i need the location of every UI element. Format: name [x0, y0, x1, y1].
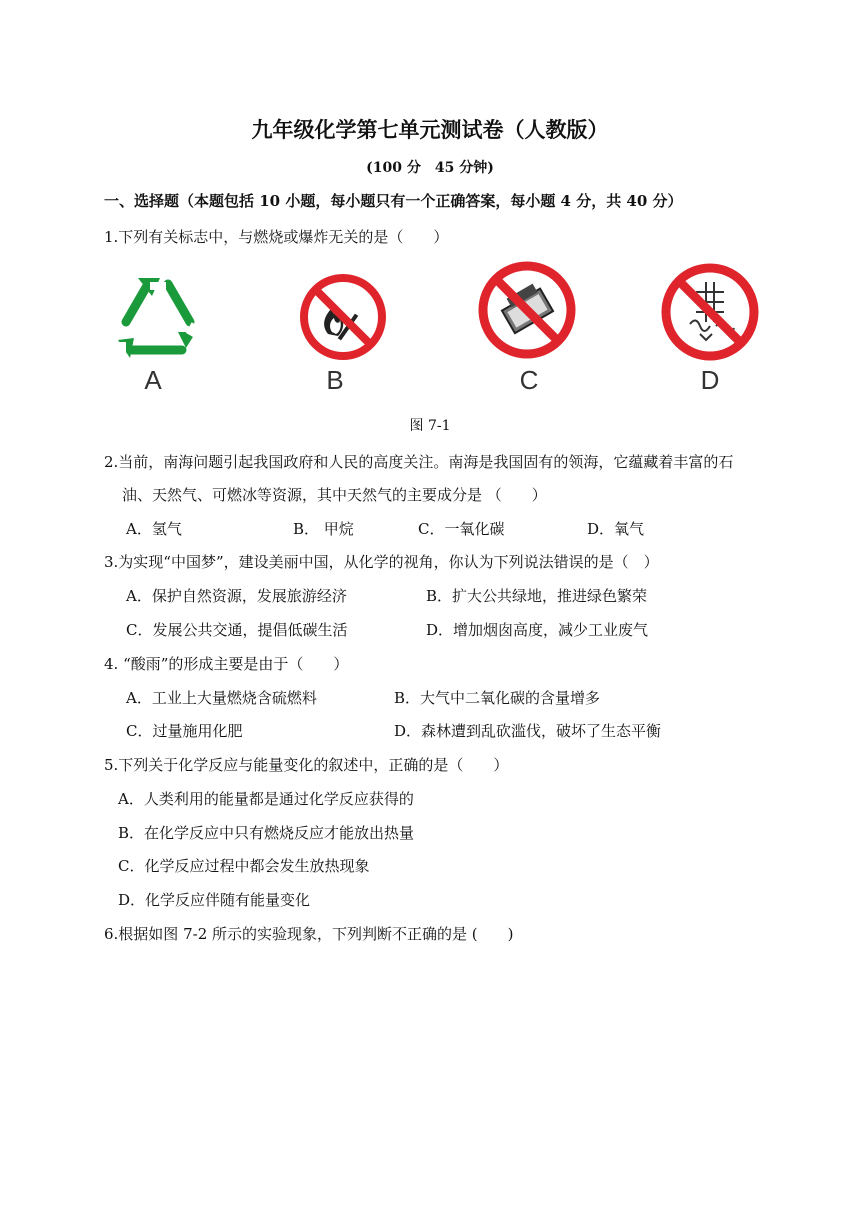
question-5-option-d: D．化学反应伴随有能量变化 [118, 891, 311, 909]
question-2-stem-line2: 油、天然气、可燃冰等资源，其中天然气的主要成分是 （ ） [122, 486, 547, 504]
question-3-option-c: C．发展公共交通，提倡低碳生活 [126, 621, 348, 639]
section-heading: 一、选择题（本题包括 10 小题，每小题只有一个正确答案，每小题 4 分，共 40 分） [104, 192, 683, 210]
question-6-stem: 6.根据如图 7-2 所示的实验现象，下列判断不正确的是 ( ) [104, 925, 514, 943]
question-5-stem: 5.下列关于化学反应与能量变化的叙述中，正确的是（ ） [104, 756, 509, 774]
figure-label-c: C [519, 365, 539, 395]
question-2-option-d: D．氧气 [587, 520, 645, 538]
question-4-option-a: A．工业上大量燃烧含硫燃料 [126, 689, 317, 707]
question-3-option-b: B．扩大公共绿地，推进绿色繁荣 [426, 587, 648, 605]
question-5-option-b: B．在化学反应中只有燃烧反应才能放出热量 [118, 824, 415, 842]
question-2-option-a: A．氢气 [126, 520, 182, 538]
question-4-option-d: D．森林遭到乱砍滥伐，破坏了生态平衡 [394, 722, 662, 740]
question-4-stem: 4. “酸雨”的形成主要是由于（ ） [104, 655, 349, 673]
question-3-stem: 3.为实现“中国梦”，建设美丽中国，从化学的视角，你认为下列说法错误的是（ ） [104, 553, 659, 571]
figure-caption: 图 7-1 [409, 418, 451, 434]
no-open-flame-icon [298, 272, 388, 362]
page-subtitle: (100 分 45 分钟) [366, 160, 494, 176]
question-2-option-c: C．一氧化碳 [418, 520, 505, 538]
question-1-stem: 1.下列有关标志中，与燃烧或爆炸无关的是（ ） [104, 228, 449, 246]
figure-label-a: A [144, 365, 162, 395]
question-4-option-c: C．过量施用化肥 [126, 722, 243, 740]
question-2-stem-line1: 2.当前，南海问题引起我国政府和人民的高度关注。南海是我国固有的领海，它蕴藏着丰富的石 [104, 453, 734, 471]
question-2-option-b: B． 甲烷 [293, 520, 354, 538]
recycling-icon [108, 274, 208, 362]
question-4-option-b: B．大气中二氧化碳的含量增多 [394, 689, 601, 707]
figure-label-d: D [700, 365, 720, 395]
figure-label-b: B [326, 365, 344, 395]
question-3-option-d: D．增加烟囱高度，减少工业废气 [426, 621, 649, 639]
question-3-option-a: A．保护自然资源，发展旅游经济 [126, 587, 347, 605]
question-5-option-a: A．人类利用的能量都是通过化学反应获得的 [118, 790, 414, 808]
question-5-option-c: C．化学反应过程中都会发生放热现象 [118, 857, 370, 875]
no-fireworks-icon [660, 262, 760, 362]
page-title: 九年级化学第七单元测试卷（人教版） [251, 117, 609, 142]
no-matches-icon [477, 260, 577, 360]
